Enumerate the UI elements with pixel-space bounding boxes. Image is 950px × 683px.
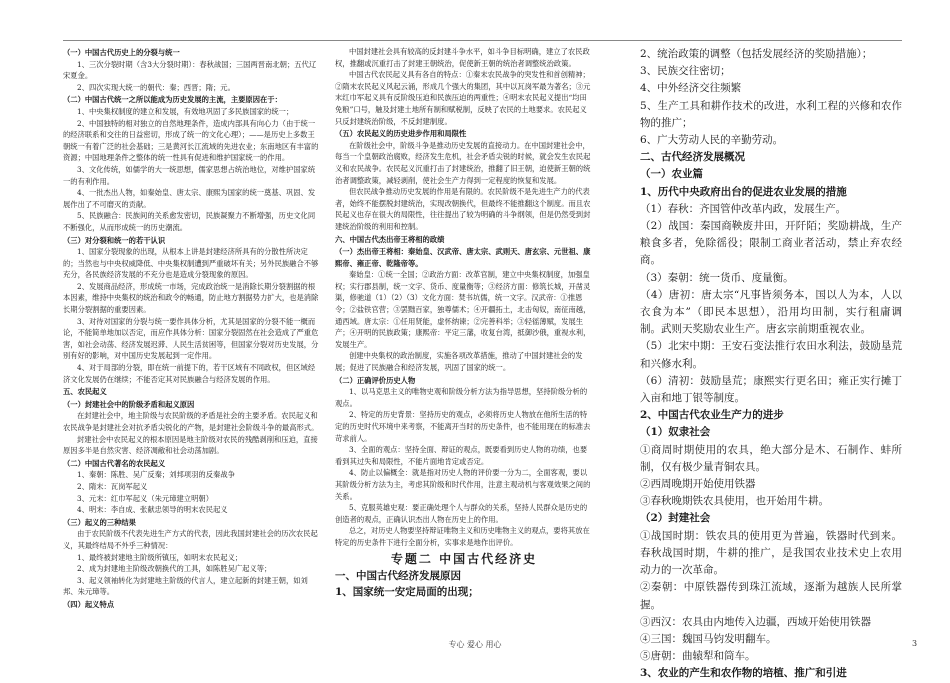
paragraph: 2、隋末：瓦岗军起义 [77,481,148,491]
paragraph: 创建中央集权的政治制度，实施各项改革措施，推动了中国封建社会的发展；促进了民族融合和经济发展，巩固了国家的统一。 [335,351,583,373]
section-heading: （一）封建社会中的阶级矛盾和起义原因 [63,399,195,409]
paragraph: 2、四次实现大统一的朝代：秦；西晋；隋；元。 [77,82,235,92]
paragraph: 4、一批杰出人物，如秦始皇、唐太宗、康熙为国家的统一奠基、巩固、发展作出了不可磨灭的贡献。 [63,188,316,209]
paragraph: 由于农民阶级不代表先进生产方式的代表，因此我国封建社会的历次农民起义，其最终结局不外乎三种情况： [63,529,318,550]
paragraph: ②西周晚期开始使用铁器 [640,478,756,491]
section-heading: （一）杰出帝王将相：秦始皇、汉武帝、唐太宗、武则天、唐玄宗、元世祖、康熙帝、雍正帝、乾隆帝等。 [335,247,591,268]
column-left [63,46,321,611]
paragraph: 5、克服英雄史观：要正确处理个人与群众的关系，坚持人民群众是历史的创造者的观点，正确认识杰出人物在历史上的作用。 [335,503,588,524]
paragraph: 4、对于局部的分裂，即在统一前提下的，若干区域有不同政权，但区域经济文化发展仍在继续；不能否定其对民族融合与经济发展的作用。 [63,363,316,384]
section-heading: （二）中国古代著名的农民起义 [63,458,166,468]
paragraph: 3、元末：红巾军起义（朱元璋建立明朝） [77,493,213,503]
paragraph: ③西汉：农具由内地传入边疆，西域开始使用铁器 [640,615,871,628]
section-heading: （四）起义特点 [63,599,115,609]
paragraph: 3、起义领袖转化为封建地主阶级的代言人，建立起新的封建王朝，如刘邦、朱元璋等。 [63,575,308,597]
paragraph: 1、国家分裂现象的出现，从根本上讲是封建经济所具有的分散性所决定的；当然也与中央权威降低、中央集权制遭到严重破坏有关；另外民族融合不够充分，各民族经济发展的不充分也是造成分裂现象的原因。 [63,247,319,280]
paragraph: 但农民战争推动历史发展的作用是有限的。农民阶级不是先进生产力的代表者，始终不能摆脱封建统治，实现改朝换代，但最终不能推翻这个制度。而且农民起义也存在很大的局限性，往往提出了较为明确的斗争纲领，但是仍然受到封建统治阶级的利用和控制。 [335,187,591,231]
topic-title: 专题二 中国古代经济史 [390,551,538,566]
paragraph: 3、全面的观点：坚持全面、辩证的观点，既要看到历史人物的功绩，也要看到其过失和局限性，不能片面地肯定或否定。 [335,445,588,466]
paragraph: （5）北宋中期：王安石变法推行农田水利法，鼓励垦荒和兴修水利。 [640,340,902,370]
paragraph: 在阶级社会中，阶级斗争是推动历史发展的直接动力。在中国封建社会中，每当一个皇朝政治腐败，经济发生危机，社会矛盾尖锐的时候，就会发生农民起义和农民战争。农民起义沉重打击了封建统治，推翻了旧王朝，迫使新王朝的统治者调整政策，减轻剥削，使社会生产力得到一定程度的恢复和发展。 [335,140,591,185]
paragraph: 6、广大劳动人民的辛勤劳动。 [640,134,784,147]
paragraph: 1、秦朝：陈胜、吴广反秦；刘邦项羽的反秦战争 [77,470,235,480]
paragraph: ①商周时期使用的农具，绝大部分是木、石制作、蚌所制，仅有极少量青铜农具。 [640,443,902,473]
section-heading: （五）农民起义的历史进步作用和局限性 [335,129,467,139]
section-heading: （二）中国古代统一之所以能成为历史发展的主流，主要原因在于： [63,95,282,105]
paragraph: 2、统治政策的调整（包括发展经济的奖励措施）； [640,48,873,60]
page-number: 3 [912,639,918,648]
paragraph: 总之，对历史人物要坚持辩证唯物主义和历史唯物主义的观点，要将其放在特定的历史条件下进行全面分析，实事求是地作出评价。 [335,526,590,547]
paragraph: 5、民族融合：民族间的关系愈发密切，民族凝聚力不断增强，历史文化同不断强化，从而形成统一的历史潮流。 [63,211,316,232]
paragraph: 2、中国独特的相对独立的自然地理条件，造成内部具有向心力（由于统一的经济联系和交往的日益密切，形成了统一的文化心理）；——是历史上多数王朝统一有着广泛的社会基础；三是黄河长江流域的先进农业；东南地区有丰富的资源；中国地理条件之整体的统一性具有促进和维护国家统一的作用。 [63,118,319,163]
section-heading: 五、农民起义 [63,387,107,397]
topic-subheading: 一、中国古代经济发展原因 [335,569,461,582]
paragraph: 2、发展商品经济，形成统一市场，完成政治统一是消除长期分裂割据的根本因素，维持中央集权的统治和政令的畅通，防止地方割据势力扩大，也是消除长期分裂割据的重要因素。 [63,281,319,315]
paragraph: 4、防止以偏概全：就是指对历史人物的评价要一分为二，全面客观，要以其阶级分析方法为主，考虑其阶级和时代作用，注意主观动机与客观效果之间的关系。 [335,468,591,501]
paragraph: ①战国时期：铁农具的使用更为普遍，铁器时代到来。春秋战国时期，牛耕的推广，是我国农业技术史上农用动力的一次革命。 [640,529,902,577]
section-heading: （三）对分裂和统一的若干认识 [63,235,166,245]
paragraph: ②秦朝：中原铁器传到珠江流域，逐渐为越族人民所掌握。 [640,581,902,611]
paragraph: 秦始皇：①统一全国；②政治方面：改革官制，建立中央集权制度，加强皇权；实行郡县制，统一文字、货币、度量衡等；③经济方面：修筑长城，开凿灵渠，修驰道（1）（2）（3）文化方面：焚书坑儒，统一文字。汉武帝：①推恩令；②盐铁官营；③罢黜百家，独尊儒术；④开疆拓土，北击匈奴，南征南越，通西域。唐太宗：①任用贤能，虚怀纳谏；②完善科举；③轻徭薄赋，发展生产；④开明的民族政策；康熙帝：平定三藩，收复台湾，抵御沙俄，重视水利，发展生产。 [335,270,591,349]
paragraph: 2、成为封建地主阶级改朝换代的工具，如陈胜吴广起义等； [77,564,272,574]
paragraph: 3、对待对国家的分裂与统一要作具体分析，尤其是国家的分裂不能一概而论，不能简单地加以否定，而应作具体分析：国家分裂固然在社会造成了严重危害，如社会动荡、经济发展迟滞、人民生活贫困等，但国家分裂对历史发展，分别有好的影响，对中国历史发展起到一定作用。 [63,316,319,361]
section-heading: 二、古代经济发展概况 [640,151,745,164]
section-heading: （一）中国古代历史上的分裂与统一 [63,48,180,57]
paragraph: （4）唐初：唐太宗“凡事皆须务本，国以人为本，人以衣食为本”（即民本思想），沿用均田制，实行租庸调制。武则天奖励农业生产。唐玄宗前期重视农业。 [640,288,902,336]
paragraph: （6）清初：鼓励垦荒；康熙实行更名田；雍正实行摊丁入亩和地丁银等制度。 [640,374,902,405]
paragraph: 1、三次分裂时期（含3大分裂时期）：春秋战国；三国两晋南北朝；五代辽宋夏金。 [63,59,317,81]
section-heading: （二）正确评价历史人物 [335,375,416,385]
section-heading: （2）封建社会 [640,512,711,525]
paragraph: 3、民族交往密切； [640,65,731,78]
paragraph: 2、特定的历史背景：坚持历史的观点，必须将历史人物放在他所生活的特定的历史时代环境中来考察，不能离开当时的历史条件，也不能用现在的标准去苛求前人。 [335,410,591,443]
paragraph: 1、中央集权制度的建立和发展，有效地巩固了多民族国家的统一； [77,106,294,116]
paragraph: 中国封建社会具有较高的反封建斗争水平，如斗争目标明确，建立了农民政权，推翻或沉重打击了封建王朝统治，促使新王朝的统治者调整统治政策。 [335,47,590,68]
section-heading: （1）奴隶社会 [640,426,711,439]
paragraph: 5、生产工具和耕作技术的改进，水利工程的兴修和农作物的推广； [640,99,902,129]
paragraph: 1、以马克思主义的唯物史观和阶级分析方法为指导思想，坚持阶级分析的观点。 [335,387,588,408]
paragraph: （3）秦朝：统一货币、度量衡。 [640,271,794,284]
page-footer: 专心 爱心 用心 [448,640,502,649]
paragraph: 在封建社会中，地主阶级与农民阶级的矛盾是社会的主要矛盾。农民起义和农民战争是封建社会对抗矛盾尖锐化的产物，是封建社会阶级斗争的最高形式。 [63,411,319,432]
paragraph: 中国古代农民起义具有各自的特点：①秦末农民战争的突发性和首创精神；②隋末农民起义风起云涌，形成几个强大的集团，其中以瓦岗军最为著名；③元末红巾军起义具有反阶级压迫和民族压迫的两重性；④明末农民起义提出“均田免粮”口号，触及封建土地所有制和赋税制，反映了农民的土地要求。农民起义只反封建统治阶级，不反封建制度。 [335,70,591,126]
column-middle [335,46,593,600]
column-right [640,46,902,683]
paragraph: （2）战国：秦国商鞅废井田，开阡陌；奖励耕战，生产粮食多者，免除徭役；限制工商业者活动，禁止弃农经商。 [640,220,902,267]
section-heading: 3、农业的产生和农作物的培植、推广和引进 [640,667,847,680]
section-heading: （三）起义的三种结果 [63,517,136,527]
paragraph: （1）春秋：齐国管仲改革内政，发展生产。 [640,202,847,215]
header-rule [63,40,902,41]
paragraph: ④三国：魏国马钧发明翻车。 [640,632,777,645]
paragraph: ⑤唐朝：曲辕犁和筒车。 [640,650,756,663]
section-heading: 2、中国古代农业生产力的进步 [640,409,784,422]
section-heading: 六、中国古代杰出帝王将相的政绩 [335,234,445,244]
paragraph: 4、明末：李自成、张献忠领导的明末农民起义 [77,505,228,515]
section-heading: （一）农业篇 [640,168,703,181]
paragraph: 封建社会中农民起义的根本原因是地主阶级对农民的残酷剥削和压迫，直接原因多半是自然灾害、经济凋敝和社会动荡加剧。 [63,434,318,456]
section-heading: 1、历代中央政府出台的促进农业发展的措施 [640,185,847,198]
paragraph: 1、最终被封建地主阶级所镇压，如明末农民起义； [77,552,243,562]
paragraph: 3、文化传统，如儒学的大一统思想，儒家思想占统治地位，对维护国家统一的有利作用。 [63,164,316,186]
paragraph: 4、中外经济交往频繁 [640,82,742,95]
paragraph: ③春秋晚期铁农具使用，也开始用牛耕。 [640,495,829,508]
topic-subheading: 1、国家统一安定局面的出现； [335,585,479,598]
